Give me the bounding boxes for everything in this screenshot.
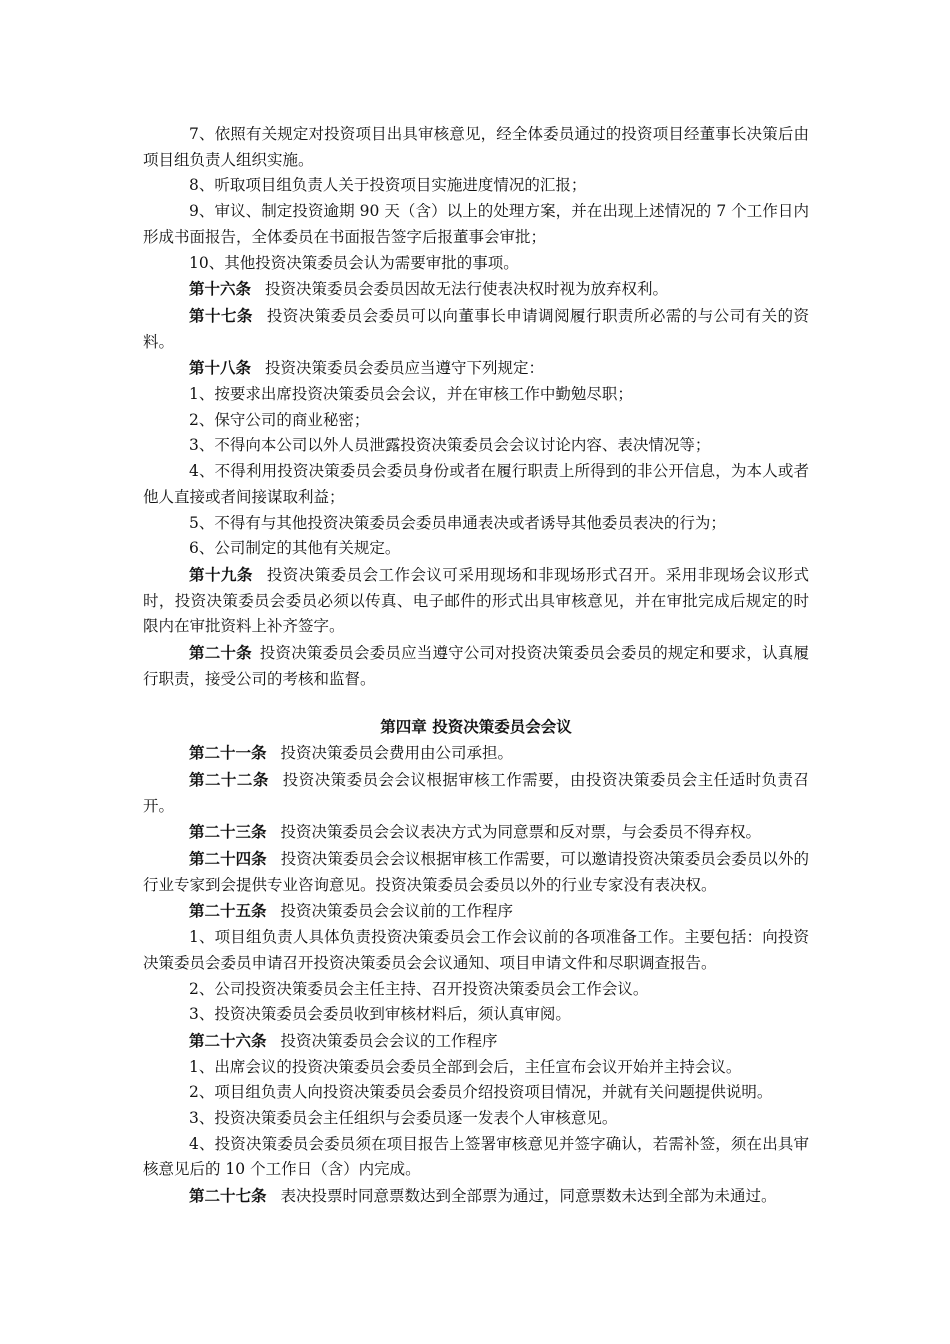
- list-item: [143, 1080, 809, 1106]
- chapter-heading: 第四章 投资决策委员会会议: [380, 717, 572, 737]
- article-number: 第二十六条: [189, 1030, 267, 1050]
- list-item: [143, 536, 809, 562]
- paragraph-text: 投资决策委员会会议表决方式为同意票和反对票，与会委员不得弃权。: [280, 823, 762, 842]
- article-paragraph: [143, 767, 809, 819]
- list-item: [143, 1132, 809, 1183]
- paragraph-text: 6、公司制定的其他有关规定。: [189, 539, 401, 558]
- paragraph-text: 3、投资决策委员会主任组织与会委员逐一发表个人审核意见。: [189, 1109, 618, 1128]
- paragraph-text: 2、项目组负责人向投资决策委员会委员介绍投资项目情况，并就有关问题提供说明。: [189, 1083, 773, 1102]
- body-section-1: [143, 122, 809, 692]
- list-item: [143, 1002, 809, 1028]
- article-number: 第十八条: [189, 358, 252, 378]
- paragraph-text: 2、公司投资决策委员会主任主持、召开投资决策委员会工作会议。: [189, 979, 649, 998]
- paragraph-text: 投资决策委员会费用由公司承担。: [280, 744, 514, 763]
- article-number: 第十七条: [189, 305, 253, 325]
- paragraph-text: 投资决策委员会工作会议可采用现场和非现场形式召开。采用非现场会议形式时，投资决策委员会委员必须以传真、电子邮件的形式出具审核意见，并在审批完成后规定的时限内在审批资料上补齐签字。: [143, 565, 809, 636]
- list-item: [143, 251, 809, 277]
- article-paragraph: [143, 740, 809, 767]
- list-item: [143, 173, 809, 199]
- paragraph-text: 1、项目组负责人具体负责投资决策委员会工作会议前的各项准备工作。主要包括：向投资决策委员会委员申请召开投资决策委员会会议通知、项目申请文件和尽职调查报告。: [143, 928, 809, 972]
- paragraph-text: 表决投票时同意票数达到全部票为通过，同意票数未达到全部为未通过。: [280, 1187, 777, 1206]
- article-paragraph: [143, 276, 809, 303]
- paragraph-text: 投资决策委员会委员可以向董事长申请调阅履行职责所必需的与公司有关的资料。: [143, 306, 809, 351]
- paragraph-text: 4、不得利用投资决策委员会委员身份或者在履行职责上所得到的非公开信息，为本人或者他人直接或者间接谋取利益；: [143, 462, 809, 506]
- article-number: 第二十一条: [189, 743, 267, 763]
- list-item: [143, 1106, 809, 1132]
- paragraph-text: 3、投资决策委员会委员收到审核材料后，须认真审阅。: [189, 1005, 571, 1024]
- list-item: [143, 433, 809, 459]
- article-number: 第二十三条: [189, 822, 267, 842]
- article-paragraph: [143, 640, 809, 692]
- paragraph-text: 5、不得有与其他投资决策委员会委员串通表决或者诱导其他委员表决的行为；: [189, 513, 726, 532]
- paragraph-text: 投资决策委员会会议根据审核工作需要，由投资决策委员会主任适时负责召开。: [143, 770, 809, 815]
- article-paragraph: [143, 303, 809, 355]
- paragraph-text: 8、听取项目组负责人关于投资项目实施进度情况的汇报；: [189, 176, 587, 195]
- paragraph-text: 4、投资决策委员会委员须在项目报告上签署审核意见并签字确认，若需补签，须在出具审核意见后的 10 个工作日（含）内完成。: [143, 1134, 809, 1179]
- article-paragraph: [143, 1028, 809, 1055]
- document-page: [143, 122, 809, 1210]
- paragraph-text: 投资决策委员会会议的工作程序: [280, 1031, 498, 1050]
- article-number: 第二十条: [189, 643, 252, 663]
- list-item: [143, 977, 809, 1003]
- article-paragraph: [143, 898, 809, 925]
- list-item: [143, 408, 809, 434]
- article-number: 第十六条: [189, 279, 252, 299]
- article-paragraph: [143, 846, 809, 898]
- list-item: [143, 459, 809, 510]
- paragraph-text: 1、按要求出席投资决策委员会会议，并在审核工作中勤勉尽职；: [189, 385, 633, 404]
- paragraph-text: 投资决策委员会委员因故无法行使表决权时视为放弃权利。: [265, 280, 669, 299]
- article-number: 第二十二条: [189, 769, 269, 789]
- paragraph-text: 投资决策委员会会议根据审核工作需要，可以邀请投资决策委员会委员以外的行业专家到会提供专业咨询意见。投资决策委员会委员以外的行业专家没有表决权。: [143, 849, 809, 894]
- list-item: [143, 511, 809, 537]
- paragraph-text: 10、其他投资决策委员会认为需要审批的事项。: [189, 253, 519, 272]
- article-paragraph: [143, 1183, 809, 1210]
- article-paragraph: [143, 562, 809, 640]
- list-item: [143, 382, 809, 408]
- article-number: 第二十七条: [189, 1186, 267, 1206]
- paragraph-text: 3、不得向本公司以外人员泄露投资决策委员会会议讨论内容、表决情况等；: [189, 436, 711, 455]
- article-paragraph: [143, 819, 809, 846]
- body-section-2: [143, 740, 809, 1210]
- paragraph-text: 投资决策委员会委员应当遵守下列规定：: [265, 359, 545, 378]
- paragraph-text: 1、出席会议的投资决策委员会委员全部到会后，主任宣布会议开始并主持会议。: [189, 1057, 742, 1076]
- article-number: 第二十五条: [189, 901, 267, 921]
- paragraph-text: 7、依照有关规定对投资项目出具审核意见，经全体委员通过的投资项目经董事长决策后由项目组负责人组织实施。: [143, 125, 809, 169]
- article-number: 第十九条: [189, 564, 253, 584]
- paragraph-text: 投资决策委员会会议前的工作程序: [280, 902, 514, 921]
- list-item: [143, 199, 809, 250]
- paragraph-text: 2、保守公司的商业秘密；: [189, 410, 370, 429]
- list-item: [143, 122, 809, 173]
- list-item: [143, 925, 809, 976]
- article-number: 第二十四条: [189, 848, 267, 868]
- paragraph-text: 9、审议、制定投资逾期 90 天（含）以上的处理方案，并在出现上述情况的 7 个工作日内形成书面报告，全体委员在书面报告签字后报董事会审批；: [143, 202, 809, 246]
- list-item: [143, 1055, 809, 1081]
- paragraph-text: 投资决策委员会委员应当遵守公司对投资决策委员会委员的规定和要求，认真履行职责，接受公司的考核和监督。: [143, 644, 809, 688]
- article-paragraph: [143, 355, 809, 382]
